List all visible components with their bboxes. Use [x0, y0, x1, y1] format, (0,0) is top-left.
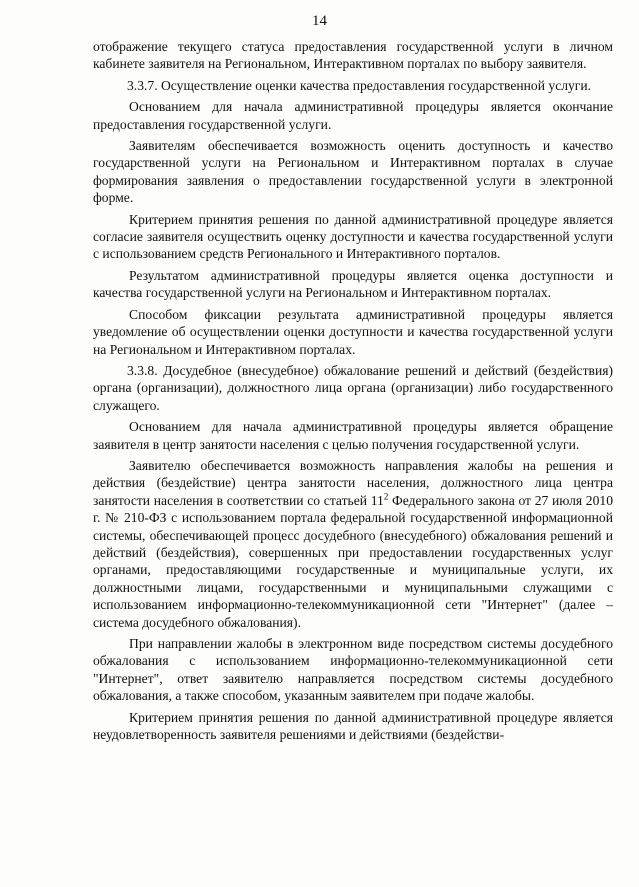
paragraph: Результатом административной процедуры является оценка доступности и качества государственной услуги на Региональном и Интерактивном порталах. [93, 267, 613, 301]
paragraph-with-footnote [93, 457, 613, 631]
subsection-heading-3-3-8: 3.3.8. Досудебное (внесудебное) обжалование решений и действий (бездействия) органа (организации), должностного лица органа (организации) либо государственного служащего. [93, 362, 613, 413]
page-number: 14 [312, 13, 327, 29]
paragraph: При направлении жалобы в электронном виде посредством системы досудебного обжалования с использованием информационно-телекоммуникационной сети "Интернет", ответ заявителю направляется посредством системы досудебного обжалования, а также способом, указанным заявителем при подаче жалобы. [93, 636, 613, 704]
superscript: 2 [383, 491, 389, 502]
paragraph: Заявителям обеспечивается возможность оценить доступность и качество государственной услуги на Региональном и Интерактивном порталах в случае формирования заявления о предоставлении государственной услуги в электронной форме. [93, 138, 613, 206]
paragraph: Критерием принятия решения по данной административной процедуре является неудовлетворенность заявителя решениями и действиями (бездействи- [93, 709, 613, 743]
subsection-heading-3-3-7: 3.3.7. Осуществление оценки качества предоставления государственной услуги. [127, 77, 592, 93]
paragraph: Критерием принятия решения по данной административной процедуре является согласие заявителя осуществить оценку доступности и качества государственной услуги с использованием средств Регионального и Интерактивного порталов. [93, 211, 613, 262]
paragraph-text-after: Федерального закона от 27 июля 2010 г. № 210-ФЗ с использованием портала федеральной государственной информационной системы, обеспечивающей процесс досудебного (внесудебного) обжалования решений и действий (бездействия), совершенных при предоставлении государственных услуг органами, предоставляющими государственные и муниципальные услуги, их должностными лицами, государственными и муниципальными служащими с использованием информационно-телекоммуникационной сети "Интернет" (далее – система досудебного обжалования). [93, 492, 613, 630]
paragraph: Основанием для начала административной процедуры является обращение заявителя в центр занятости населения с целью получения государственной услуги. [93, 419, 613, 452]
paragraph-text-before: Заявителю обеспечивается возможность направления жалобы на решения и действия (бездействие) центра занятости населения, должностного лица центра занятости населения в соответствии со статьей 11 [93, 457, 613, 508]
paragraph: Способом фиксации результата административной процедуры является уведомление об осуществлении оценки доступности и качества государственной услуги на Региональном и Интерактивном порталах. [93, 306, 613, 357]
paragraph-continuation: отображение текущего статуса предоставления государственной услуги в личном кабинете заявителя на Региональном, Интерактивном порталах по выбору заявителя. [93, 39, 613, 72]
paragraph: Основанием для начала административной процедуры является окончание предоставления государственной услуги. [93, 99, 613, 132]
document-body [93, 38, 613, 747]
